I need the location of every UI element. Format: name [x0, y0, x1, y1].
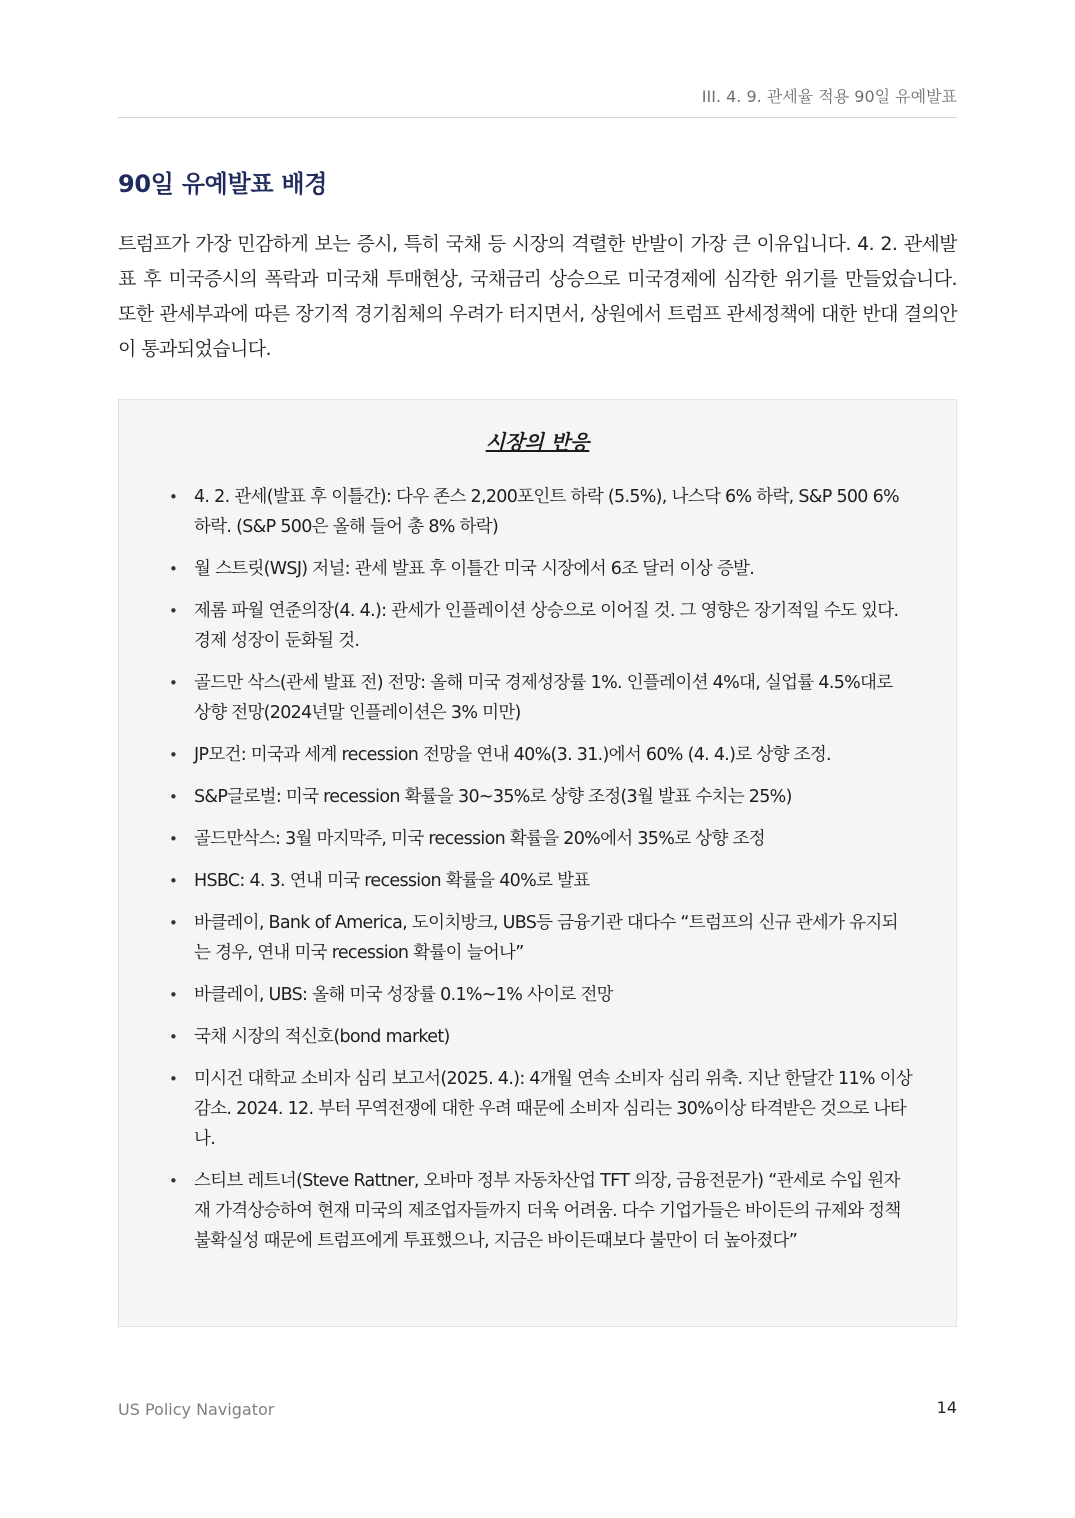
list-item: [169, 908, 913, 968]
list-item: [169, 668, 913, 728]
bullet-icon: •: [169, 986, 178, 1004]
list-item: [169, 1166, 913, 1256]
list-item-text: 4. 2. 관세(발표 후 이틀간): 다우 존스 2,200포인트 하락 (5.5%), 나스닥 6% 하락, S&P 500 6% 하락. (S&P 500은 올해 들어 총 8% 하락): [194, 487, 899, 537]
list-item: [169, 824, 913, 854]
list-item: [169, 782, 913, 812]
list-item: [169, 1022, 913, 1052]
bullet-icon: •: [169, 488, 178, 506]
bullet-icon: •: [169, 746, 178, 764]
market-reaction-list: [169, 482, 913, 1268]
bullet-icon: •: [169, 872, 178, 890]
list-item: [169, 740, 913, 770]
list-item-text: 골드만삭스: 3월 마지막주, 미국 recession 확률을 20%에서 35%로 상향 조정: [194, 829, 765, 849]
footer-publication: US Policy Navigator: [118, 1400, 275, 1419]
list-item-text: 제롬 파월 연준의장(4. 4.): 관세가 인플레이션 상승으로 이어질 것. 그 영향은 장기적일 수도 있다. 경제 성장이 둔화될 것.: [194, 601, 899, 651]
bullet-icon: •: [169, 1172, 178, 1190]
list-item: [169, 866, 913, 896]
list-item-text: S&P글로벌: 미국 recession 확률을 30~35%로 상향 조정(3월 발표 수치는 25%): [194, 787, 792, 807]
bullet-icon: •: [169, 914, 178, 932]
bullet-icon: •: [169, 602, 178, 620]
list-item: [169, 980, 913, 1010]
list-item-text: 국채 시장의 적신호(bond market): [194, 1027, 450, 1047]
bullet-icon: •: [169, 830, 178, 848]
list-item-text: 스티브 레트너(Steve Rattner, 오바마 정부 자동차산업 TFT 의장, 금융전문가) “관세로 수입 원자재 가격상승하여 현재 미국의 제조업자들까지 더욱 어려움. 다수 기업가들은 바이든의 규제와 정책 불확실성 때문에 트럼프에게 투표했으나, 지금은 바이든때보다 불만이 더 높아졌다”: [194, 1171, 901, 1251]
list-item-text: 바클레이, UBS: 올해 미국 성장률 0.1%~1% 사이로 전망: [194, 985, 613, 1005]
list-item: [169, 596, 913, 656]
bullet-icon: •: [169, 560, 178, 578]
bullet-icon: •: [169, 1070, 178, 1088]
list-item-text: 바클레이, Bank of America, 도이치방크, UBS등 금융기관 대다수 “트럼프의 신규 관세가 유지되는 경우, 연내 미국 recession 확률이 늘어나”: [194, 913, 898, 963]
list-item-text: 월 스트릿(WSJ) 저널: 관세 발표 후 이틀간 미국 시장에서 6조 달러 이상 증발.: [194, 559, 755, 579]
running-header: III. 4. 9. 관세율 적용 90일 유예발표: [701, 87, 957, 106]
box-title: 시장의 반응: [485, 430, 590, 454]
bullet-icon: •: [169, 788, 178, 806]
list-item-text: JP모건: 미국과 세계 recession 전망을 연내 40%(3. 31.)에서 60% (4. 4.)로 상향 조정.: [194, 745, 831, 765]
list-item: [169, 482, 913, 542]
list-item: [169, 1064, 913, 1154]
market-reaction-box: [118, 399, 957, 1327]
bullet-icon: •: [169, 674, 178, 692]
list-item-text: HSBC: 4. 3. 연내 미국 recession 확률을 40%로 발표: [194, 871, 590, 891]
header-divider: [118, 117, 957, 118]
list-item-text: 미시건 대학교 소비자 심리 보고서(2025. 4.): 4개월 연속 소비자 심리 위축. 지난 한달간 11% 이상 감소. 2024. 12. 부터 무역전쟁에 대한 우려 때문에 소비자 심리는 30%이상 타격받은 것으로 나타나.: [194, 1069, 913, 1149]
bullet-icon: •: [169, 1028, 178, 1046]
intro-paragraph: 트럼프가 가장 민감하게 보는 증시, 특히 국채 등 시장의 격렬한 반발이 가장 큰 이유입니다. 4. 2. 관세발표 후 미국증시의 폭락과 미국채 투매현상, 국채금리 상승으로 미국경제에 심각한 위기를 만들었습니다. 또한 관세부과에 따른 장기적 경기침체의 우려가 터지면서, 상원에서 트럼프 관세정책에 대한 반대 결의안이 통과되었습니다.: [118, 233, 957, 360]
page-number: 14: [936, 1398, 957, 1417]
section-title: 90일 유예발표 배경: [118, 170, 328, 198]
list-item: [169, 554, 913, 584]
list-item-text: 골드만 삭스(관세 발표 전) 전망: 올해 미국 경제성장률 1%. 인플레이션 4%대, 실업률 4.5%대로 상향 전망(2024년말 인플레이션은 3% 미만): [194, 673, 893, 723]
